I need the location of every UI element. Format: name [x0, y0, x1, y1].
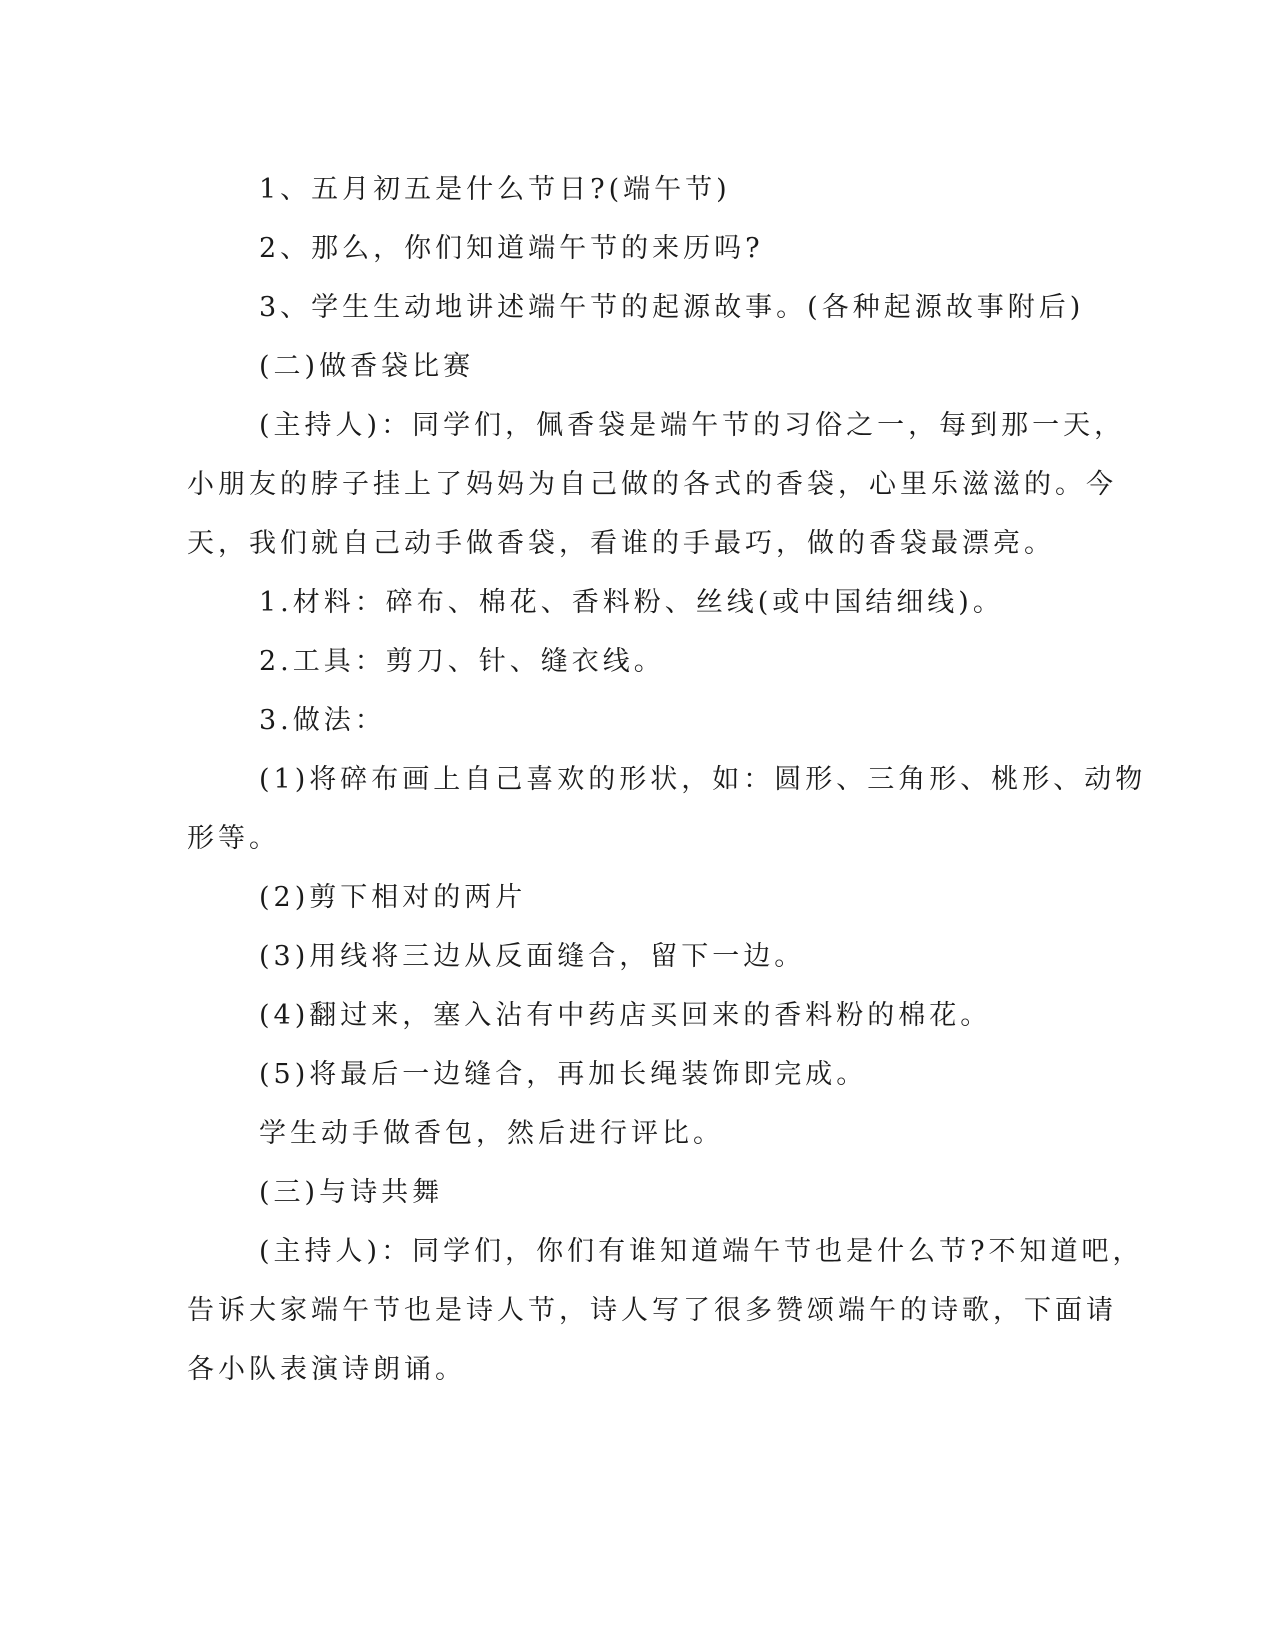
host-paragraph-1-line-3: 天，我们就自己动手做香袋，看谁的手最巧，做的香袋最漂亮。 [187, 528, 1055, 559]
host-paragraph-2-line-2: 告诉大家端午节也是诗人节，诗人写了很多赞颂端午的诗歌，下面请 [187, 1295, 1117, 1326]
question-3: 3、学生生动地讲述端午节的起源故事。(各种起源故事附后) [259, 292, 1085, 323]
step-5: (5)将最后一边缝合，再加长绳装饰即完成。 [259, 1059, 868, 1090]
host-paragraph-1-line-2: 小朋友的脖子挂上了妈妈为自己做的各式的香袋，心里乐滋滋的。今 [187, 469, 1117, 500]
step-3: (3)用线将三边从反面缝合，留下一边。 [259, 941, 806, 972]
host-paragraph-2-line-3: 各小队表演诗朗诵。 [187, 1354, 466, 1385]
method-heading: 3.做法： [259, 705, 386, 736]
section-heading-2: (二)做香袋比赛 [259, 351, 475, 382]
section-heading-3: (三)与诗共舞 [259, 1177, 444, 1208]
question-2: 2、那么，你们知道端午节的来历吗? [259, 233, 764, 264]
host-paragraph-1-line-1: (主持人)：同学们，佩香袋是端午节的习俗之一，每到那一天， [259, 410, 1126, 441]
step-2: (2)剪下相对的两片 [259, 882, 527, 913]
materials-item: 1.材料：碎布、棉花、香料粉、丝线(或中国结细线)。 [259, 587, 1004, 618]
tools-item: 2.工具：剪刀、针、缝衣线。 [259, 646, 665, 677]
activity-line: 学生动手做香包，然后进行评比。 [259, 1118, 724, 1149]
step-4: (4)翻过来，塞入沾有中药店买回来的香料粉的棉花。 [259, 1000, 992, 1031]
host-paragraph-2-line-1: (主持人)：同学们，你们有谁知道端午节也是什么节?不知道吧， [259, 1236, 1144, 1267]
step-1-line-2: 形等。 [187, 823, 280, 854]
question-1: 1、五月初五是什么节日?(端午节) [259, 174, 731, 205]
step-1-line-1: (1)将碎布画上自己喜欢的形状，如：圆形、三角形、桃形、动物 [259, 764, 1147, 795]
